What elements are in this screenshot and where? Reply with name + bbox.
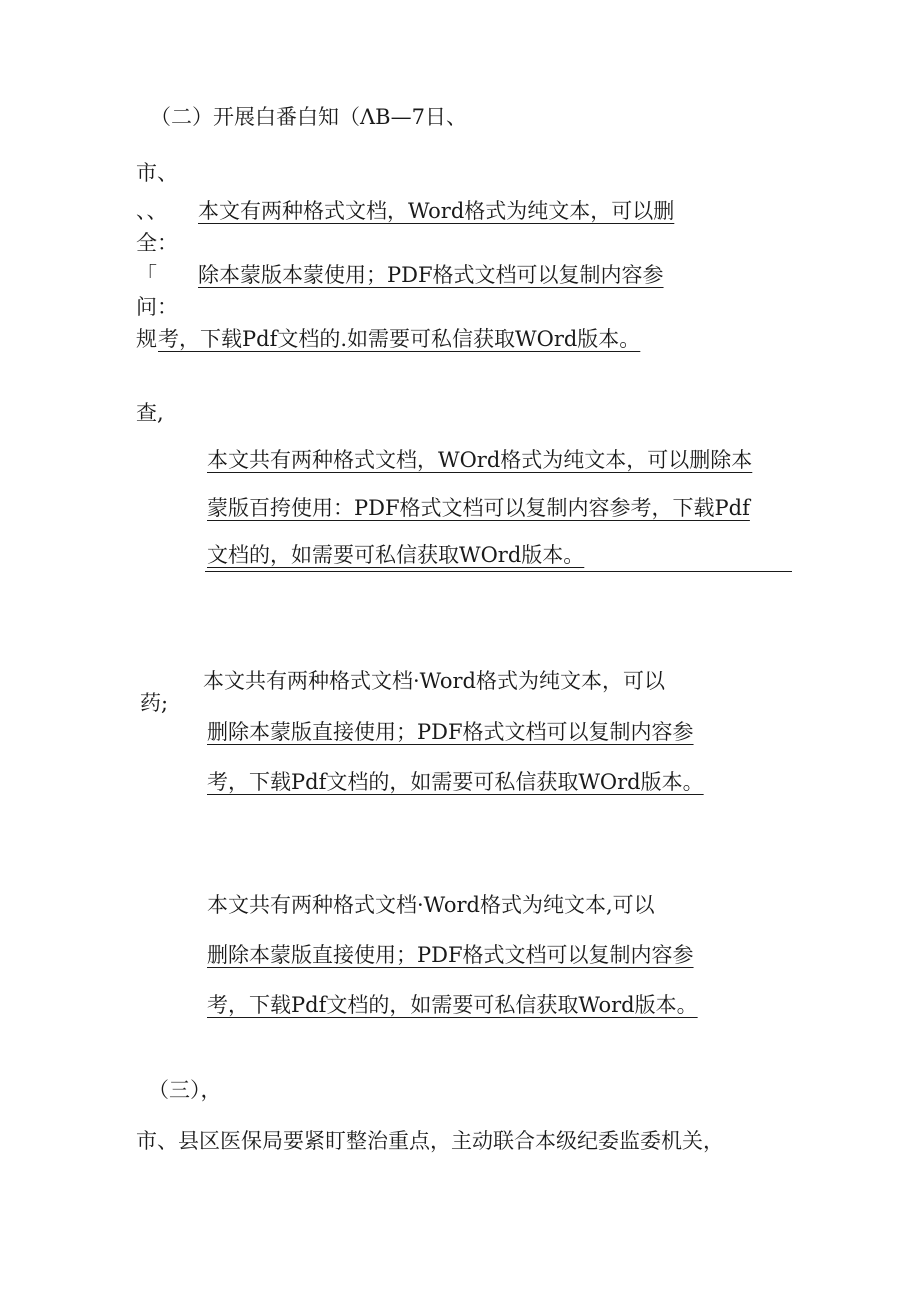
margin-fragment: 问：	[136, 295, 178, 319]
notice-line: 删除本蒙版直接使用；PDF格式文档可以复制内容参	[207, 943, 694, 967]
notice-line: 蒙版百挎使用：PDF格式文档可以复制内容参考，下载Pdf	[207, 496, 750, 520]
notice-line: 本文共有两种格式文档，WOrd格式为纯文本，可以删除本	[207, 448, 753, 472]
body-paragraph: 市、县区医保局要紧盯整治重点，主动联合本级纪委监委机关，	[136, 1129, 724, 1153]
margin-fragment: 规	[136, 327, 157, 351]
notice-line: 考，下载Pdf文档的，如需要可私信获取WOrd版本。	[207, 770, 704, 794]
notice-line: 考，下载Pdf文档的，如需要可私信获取Word版本。	[207, 993, 698, 1017]
section-heading-2: （二）开展白番白知（ΛB—7日、	[150, 105, 467, 129]
margin-fragment: 「	[136, 263, 157, 287]
notice-line: 考，下载Pdf文档的.如需要可私信获取WOrd版本。	[158, 327, 641, 351]
notice-line: 本文有两种格式文档，Word格式为纯文本，可以删	[198, 199, 675, 223]
margin-fragment: 、、	[136, 199, 168, 223]
underline-rule	[205, 571, 792, 572]
notice-line: 除本蒙版本蒙使用；PDF格式文档可以复制内容参	[198, 263, 664, 287]
margin-fragment: 查,	[136, 401, 164, 425]
notice-line: 删除本蒙版直接使用；PDF格式文档可以复制内容参	[207, 720, 694, 744]
margin-fragment: 全：	[136, 231, 178, 255]
margin-fragment: 市、	[136, 161, 178, 185]
notice-line: 本文共有两种格式文档·Word格式为纯文本,可以	[207, 893, 655, 917]
section-heading-3: （三），	[148, 1078, 222, 1102]
margin-fragment: 药;	[140, 691, 169, 715]
notice-line: 文档的，如需要可私信获取WOrd版本。	[207, 543, 585, 567]
notice-line: 本文共有两种格式文档·Word格式为纯文本，可以	[203, 669, 665, 693]
